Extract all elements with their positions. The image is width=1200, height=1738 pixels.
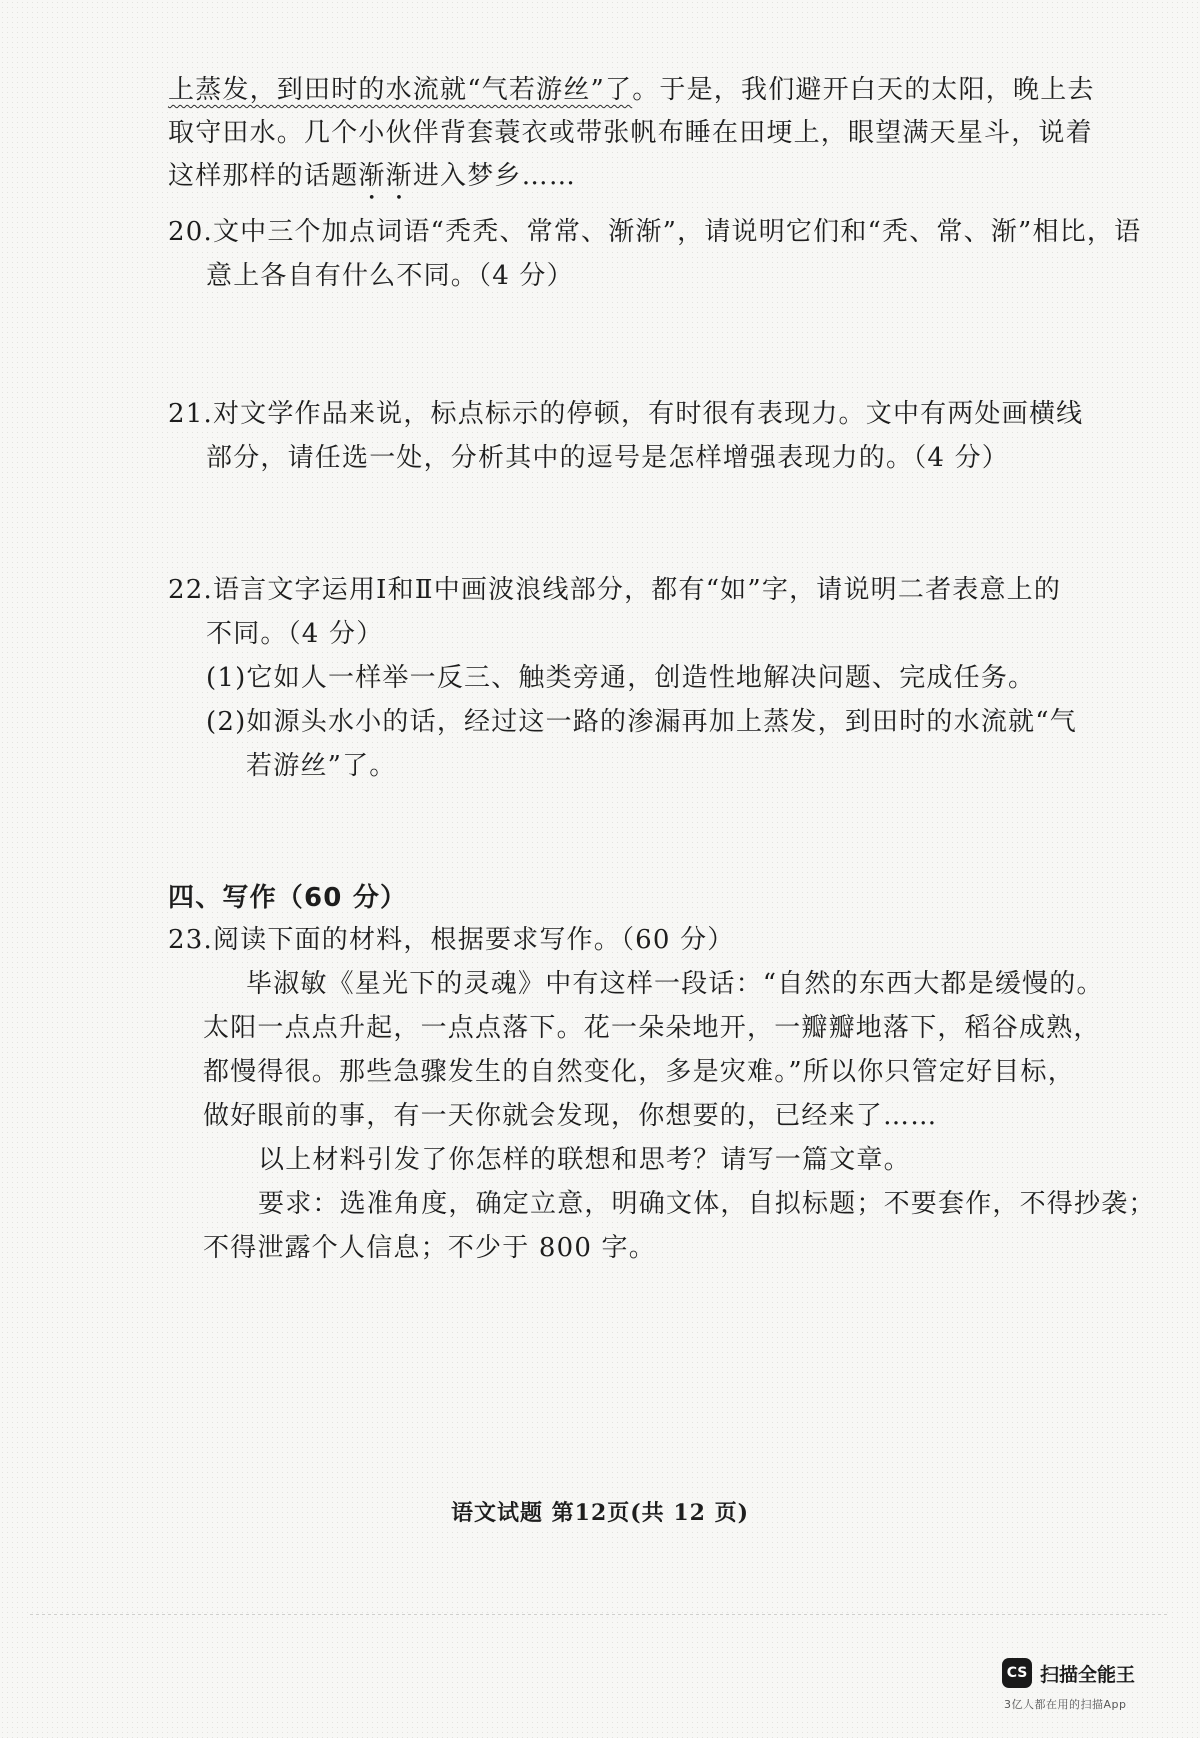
scan-bottom-divider <box>30 1614 1170 1615</box>
material-line-3: 都慢得很。那些急骤发生的自然变化，多是灾难。”所以你只管定好目标， <box>203 1057 1075 1087</box>
question-22-line-1: 22.语言文字运用Ⅰ和Ⅱ中画波浪线部分，都有“如”字，请说明二者表意上的 <box>168 575 1062 605</box>
material-line-2: 太阳一点点升起，一点点落下。花一朵朵地开，一瓣瓣地落下，稻谷成熟， <box>203 1013 1101 1043</box>
question-22-item-1: (1)它如人一样举一反三、触类旁通，创造性地解决问题、完成任务。 <box>206 663 1036 693</box>
passage-line-3 <box>168 158 576 206</box>
material-line-1: 毕淑敏《星光下的灵魂》中有这样一段话：“自然的东西大都是缓慢的。 <box>246 969 1104 999</box>
question-20-line-2: 意上各自有什么不同。（4 分） <box>206 261 574 291</box>
writing-requirements-line-2: 不得泄露个人信息；不少于 800 字。 <box>203 1233 656 1263</box>
passage-line-1-rest: 。于是，我们避开白天的太阳，晚上去 <box>632 75 1095 105</box>
passage-line-1 <box>168 72 1095 108</box>
question-22-line-2: 不同。（4 分） <box>206 619 384 649</box>
question-21-line-1: 21.对文学作品来说，标点标示的停顿，有时很有表现力。文中有两处画横线 <box>168 399 1084 429</box>
writing-requirements-line-1: 要求：选准角度，确定立意，明确文体，自拟标题；不要套作，不得抄袭； <box>258 1189 1156 1219</box>
question-23-title: 23.阅读下面的材料，根据要求写作。（60 分） <box>168 925 735 955</box>
watermark-app-name: 扫描全能王 <box>1040 1664 1136 1686</box>
question-22-item-2-line-2: 若游丝”了。 <box>246 751 397 781</box>
writing-prompt: 以上材料引发了你怎样的联想和思考？请写一篇文章。 <box>258 1145 911 1175</box>
passage-line-3-before: 这样那样的话题 <box>168 161 359 191</box>
watermark-tagline: 3亿人都在用的扫描App <box>1004 1698 1127 1711</box>
question-22-item-2-line-1: (2)如源头水小的话，经过这一路的渗漏再加上蒸发，到田时的水流就“气 <box>206 707 1077 737</box>
question-21-line-2: 部分，请任选一处，分析其中的逗号是怎样增强表现力的。（4 分） <box>206 443 1010 473</box>
passage-line-2: 取守田水。几个小伙伴背套蓑衣或带张帆布睡在田埂上，眼望满天星斗，说着 <box>168 118 1093 148</box>
scanner-watermark <box>1002 1658 1172 1714</box>
material-line-4: 做好眼前的事，有一天你就会发现，你想要的，已经来了…… <box>203 1101 938 1131</box>
passage-wavy-text: 上蒸发，到田时的水流就“气若游丝”了 <box>168 75 633 105</box>
dotted-word-jianjian: 渐渐 <box>358 161 413 191</box>
passage-line-3-after: 进入梦乡…… <box>412 161 577 191</box>
question-20-line-1: 20.文中三个加点词语“秃秃、常常、渐渐”，请说明它们和“秃、常、渐”相比，语 <box>168 217 1142 247</box>
page-footer: 语文试题 第12页(共 12 页) <box>450 1500 750 1526</box>
camscanner-logo-icon: CS <box>1002 1658 1032 1688</box>
section-4-heading: 四、写作（60 分） <box>168 883 408 913</box>
